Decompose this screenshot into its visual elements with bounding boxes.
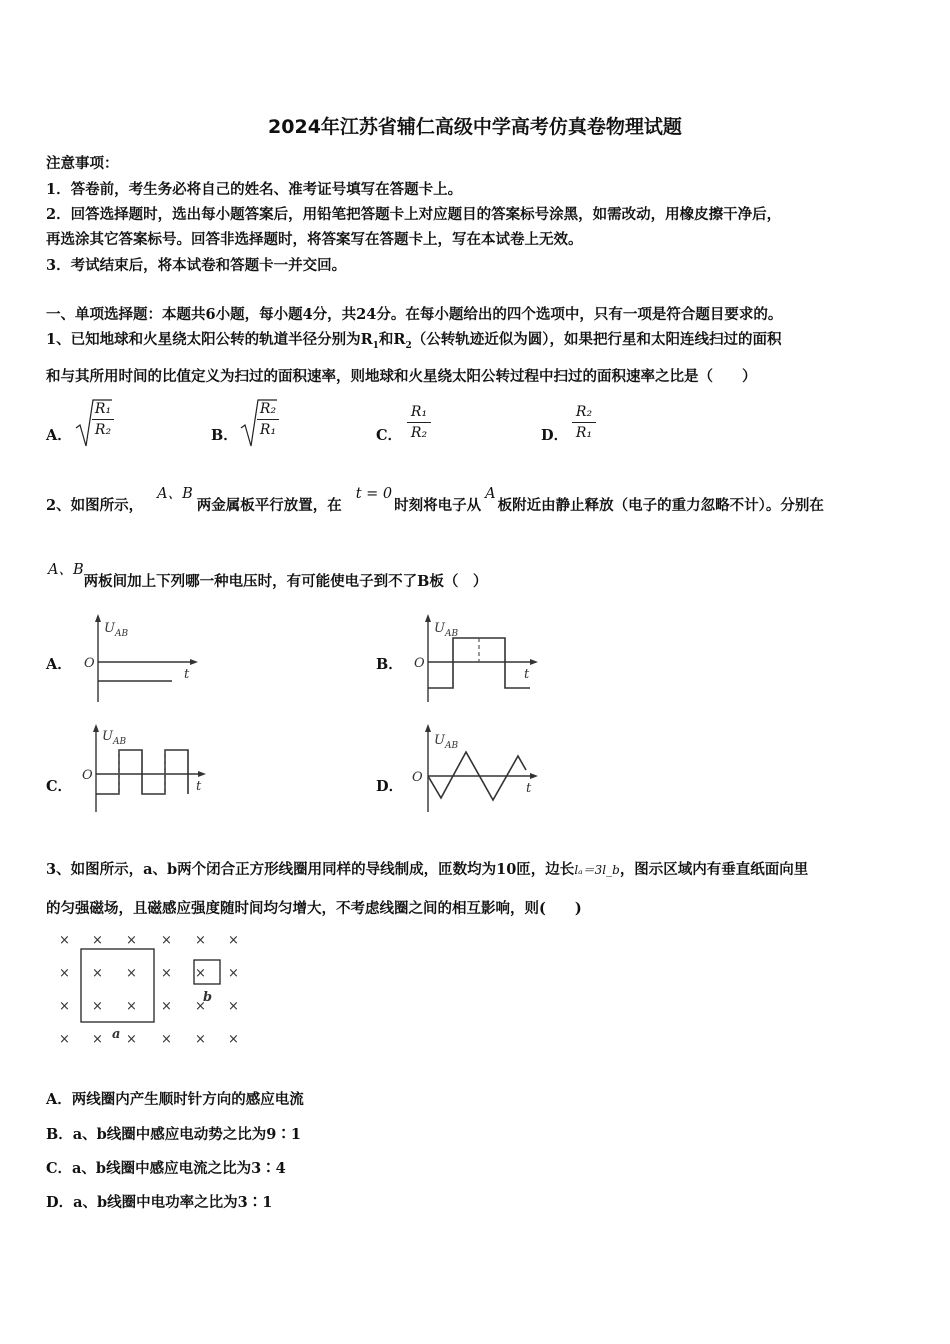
field-cross-icon: × <box>161 966 172 981</box>
field-cross-icon: × <box>59 966 70 981</box>
field-cross-icon: × <box>195 933 206 948</box>
fraction-bar <box>92 419 114 420</box>
fraction-denominator: R₁ <box>259 422 277 438</box>
q3-magnetic-field-diagram <box>50 926 250 1048</box>
q3-line1 <box>46 858 808 879</box>
arrow-icon <box>530 659 538 665</box>
q1-option-a-fraction <box>92 400 114 439</box>
y-axis-subscript: AB <box>445 629 459 639</box>
q3-line2: 的匀强磁场，且磁感应强度随时间均匀增大，不考虑线圈之间的相互影响，则( ) <box>46 900 582 917</box>
arrow-icon <box>95 614 101 622</box>
arrow-icon <box>530 773 538 779</box>
notice-item-2: 2．回答选择题时，选出每小题答案后，用铅笔把答题卡上对应题目的答案标号涂黑，如需改动，用橡皮擦干净后， <box>46 206 782 223</box>
q1-text-a: 1、已知地球和火星绕太阳公转的轨道半径分别为 <box>46 331 361 348</box>
q1-line1 <box>46 328 782 351</box>
field-cross-icon: × <box>59 933 70 948</box>
q1-r1: R <box>360 331 373 348</box>
x-axis-label: t <box>526 781 532 796</box>
fraction-numerator: R₁ <box>410 404 428 420</box>
fraction-bar <box>257 419 279 420</box>
arrow-icon <box>425 614 431 622</box>
field-cross-icon: × <box>126 999 137 1014</box>
y-axis-subscript: AB <box>445 741 459 751</box>
notice-heading: 注意事项： <box>46 155 119 172</box>
q2-graph-d <box>408 722 548 817</box>
section-heading: 一、单项选择题：本题共6小题，每小题4分，共24分。在每小题给出的四个选项中，只有一项是符合题目要求的。 <box>46 306 783 323</box>
origin-label: O <box>412 770 423 785</box>
field-cross-icon: × <box>195 966 206 981</box>
field-cross-icon: × <box>92 999 103 1014</box>
q2-line2 <box>46 562 488 591</box>
fraction-denominator: R₂ <box>410 425 428 441</box>
q2-option-b-label: B． <box>376 656 403 673</box>
x-axis-label: t <box>524 667 530 682</box>
q1-line2: 和与其所用时间的比值定义为扫过的面积速率，则地球和火星绕太阳公转过程中扫过的面积速率之比是（ ） <box>46 368 757 385</box>
field-cross-icon: × <box>228 1032 239 1047</box>
q1-option-b-label: B． <box>211 427 238 444</box>
q2-graph-b <box>408 612 548 707</box>
q3-option-b: B．a、b线圈中感应电动势之比为9∶1 <box>46 1126 301 1143</box>
y-axis-subscript: AB <box>115 629 129 639</box>
origin-label: O <box>82 768 93 783</box>
q1-option-a-label: A． <box>46 427 72 444</box>
q2-ab: A、B <box>157 486 193 502</box>
field-cross-icon: × <box>228 933 239 948</box>
q1-option-c-fraction <box>407 403 431 442</box>
field-cross-icon: × <box>59 999 70 1014</box>
q2-text-5: 两板间加上下列哪一种电压时，有可能使电子到不了B板（ ） <box>83 573 488 590</box>
origin-label: O <box>414 656 425 671</box>
q2-t0: t = 0 <box>355 486 393 502</box>
fraction-numerator: R₁ <box>94 401 112 417</box>
q3-la: lₐ＝3l_b <box>574 863 620 877</box>
q2-line1 <box>46 486 824 515</box>
q3-text-2: ，图示区域内有垂直纸面向里 <box>619 861 809 878</box>
q1-option-c-label: C． <box>376 427 403 444</box>
field-cross-icon: × <box>228 966 239 981</box>
q2-text-2: 两金属板平行放置，在 <box>196 497 342 514</box>
x-axis-label: t <box>196 779 202 794</box>
y-axis-label: U <box>104 621 115 636</box>
y-axis-label: U <box>434 733 445 748</box>
q3-option-c: C．a、b线圈中感应电流之比为3∶4 <box>46 1160 286 1177</box>
q2-text-1: 2、如图所示， <box>46 497 144 514</box>
x-axis-label: t <box>184 667 190 682</box>
q2-option-a-label: A． <box>46 656 72 673</box>
q2-a: A <box>485 486 496 502</box>
fraction-denominator: R₁ <box>575 425 593 441</box>
origin-label: O <box>84 656 95 671</box>
arrow-icon <box>93 724 99 732</box>
y-axis-label: U <box>434 621 445 636</box>
coil-b-label: b <box>203 990 213 1005</box>
arrow-icon <box>425 724 431 732</box>
notice-item-2-cont: 再选涂其它答案标号。回答非选择题时，将答案写在答题卡上，写在本试卷上无效。 <box>46 231 583 248</box>
q1-option-d-label: D． <box>541 427 569 444</box>
q2-text-3: 时刻将电子从 <box>394 497 482 514</box>
field-cross-icon: × <box>161 999 172 1014</box>
q3-text-1: 3、如图所示，a、b两个闭合正方形线圈用同样的导线制成，匝数均为10匝，边长 <box>46 861 575 878</box>
fraction-denominator: R₂ <box>94 422 112 438</box>
field-cross-icon: × <box>92 1032 103 1047</box>
field-cross-icon: × <box>195 999 206 1014</box>
field-cross-icon: × <box>161 1032 172 1047</box>
page-title: 2024年江苏省辅仁高级中学高考仿真卷物理试题 <box>268 116 682 138</box>
fraction-bar <box>572 422 596 423</box>
field-cross-icon: × <box>92 933 103 948</box>
q1-r1-sub: 1 <box>372 340 379 351</box>
q3-option-a: A．两线圈内产生顺时针方向的感应电流 <box>46 1091 304 1108</box>
q1-option-d-fraction <box>572 403 596 442</box>
field-cross-icon: × <box>126 966 137 981</box>
q1-r2-sub: 2 <box>405 340 412 351</box>
q2-graph-c <box>76 722 216 817</box>
q3-option-d: D．a、b线圈中电功率之比为3∶1 <box>46 1194 273 1211</box>
fraction-bar <box>407 422 431 423</box>
notice-item-3: 3．考试结束后，将本试卷和答题卡一并交回。 <box>46 257 347 274</box>
fraction-numerator: R₂ <box>575 404 593 420</box>
q1-text-b: （公转轨迹近似为圆），如果把行星和太阳连线扫过的面积 <box>411 331 782 348</box>
field-cross-icon: × <box>59 1032 70 1047</box>
notice-item-1: 1．答卷前，考生务必将自己的姓名、准考证号填写在答题卡上。 <box>46 181 463 198</box>
q2-text-4: 板附近由静止释放（电子的重力忽略不计）。分别在 <box>497 497 824 514</box>
q2-ab-2: A、B <box>48 562 84 578</box>
q1-and: 和 <box>378 331 394 348</box>
arrow-icon <box>190 659 198 665</box>
field-cross-icon: × <box>126 1032 137 1047</box>
q1-r2: R <box>393 331 406 348</box>
arrow-icon <box>198 771 206 777</box>
voltage-waveform <box>96 750 188 794</box>
fraction-numerator: R₂ <box>259 401 277 417</box>
field-cross-icon: × <box>195 1032 206 1047</box>
y-axis-subscript: AB <box>113 737 127 747</box>
q2-option-c-label: C． <box>46 778 73 795</box>
field-cross-icon: × <box>161 933 172 948</box>
q2-option-d-label: D． <box>376 778 404 795</box>
q2-graph-a <box>78 612 208 707</box>
field-cross-icon: × <box>92 966 103 981</box>
q1-option-b-fraction <box>257 400 279 439</box>
field-cross-icon: × <box>126 933 137 948</box>
field-cross-icon: × <box>228 999 239 1014</box>
y-axis-label: U <box>102 729 113 744</box>
coil-a-label: a <box>112 1027 121 1042</box>
